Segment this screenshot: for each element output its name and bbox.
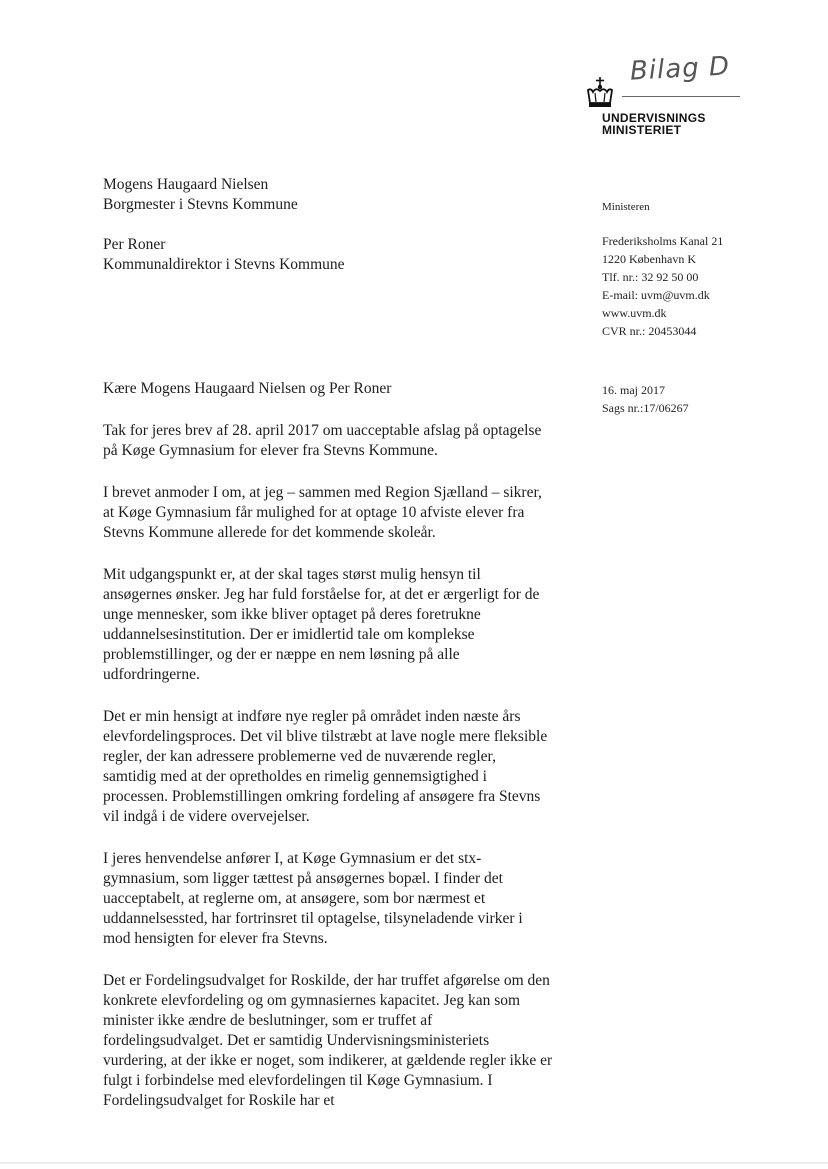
sender-email: E-mail: uvm@uvm.dk [602, 288, 710, 302]
page-edge [0, 1162, 828, 1164]
case-number: Sags nr.:17/06267 [602, 401, 689, 415]
recipient-1-title: Borgmester i Stevns Kommune [103, 196, 298, 213]
sender-address: Frederiksholms Kanal 21 [602, 234, 724, 248]
recipient-2-name: Per Roner [103, 236, 166, 253]
recipient-1-name: Mogens Haugaard Nielsen [103, 176, 269, 193]
paragraph-6: Det er Fordelingsudvalget for Roskilde, der har truffet afgørelse om den konkrete elevfordeling og om gymnasiernes kapacitet. Jeg kan som minister ikke ændre de beslutninger, som er truffet af fordelingsudvalget. Det er samtidig Undervisningsministeriets vurdering, at der ikke er noget, som indikerer, at gældende regler ikke er fulgt i forbindelse med elevfordelingen til Køge Gymnasium. I Fordelingsudvalget for Roskile har et [103, 972, 553, 1109]
salutation: Kære Mogens Haugaard Nielsen og Per Roner [103, 380, 392, 397]
sender-cvr: CVR nr.: 20453044 [602, 324, 697, 338]
paragraph-5: I jeres henvendelse anfører I, at Køge Gymnasium er det stx-gymnasium, som ligger tættest på ansøgernes bopæl. I finder det uacceptabelt, at reglerne om, at ansøgere, som bor nærmest et uddannelsessted, har fortrinsret til optagelse, tilsyneladende virker i mod hensigten for elever fra Stevns. [103, 850, 523, 947]
paragraph-2: I brevet anmoder I om, at jeg – sammen med Region Sjælland – sikrer, at Køge Gymnasium får mulighed for at optage 10 afviste elever fra Stevns Kommune allerede for det kommende skoleår. [103, 484, 542, 541]
paragraph-1: Tak for jeres brev af 28. april 2017 om uacceptable afslag på optagelse på Køge Gymnasium for elever fra Stevns Kommune. [103, 422, 542, 459]
handwritten-annotation: Bilag D [629, 51, 731, 87]
date-block [602, 381, 689, 417]
recipient-block [103, 175, 345, 275]
paragraph-3: Mit udgangspunkt er, at der skal tages størst mulig hensyn til ansøgernes ønsker. Jeg har fuld forståelse for, at det er ærgerligt for de unge mennesker, som ikke bliver optaget på deres foretrukne uddannelsesinstitution. Der er imidlertid tale om komplekse problemstillinger, og der er næppe en nem løsning på alle udfordringerne. [103, 566, 540, 683]
annotation-underline [622, 96, 740, 97]
sender-phone: Tlf. nr.: 32 92 50 00 [602, 270, 699, 284]
sender-contact [602, 232, 723, 340]
paragraph-4: Det er min hensigt at indføre nye regler på området inden næste års elevfordelingsproces. Det vil blive tilstræbt at lave nogle mere fleksible regler, der kan adressere problemerne ved de nuværende regler, samtidig med at der opretholdes en rimelig gennemsigtighed i processen. Problemstillingen omkring fordeling af ansøgere fra Stevns vil indgå i de videre overvejelser. [103, 708, 548, 825]
letter-date: 16. maj 2017 [602, 383, 665, 397]
sender-postal: 1220 København K [602, 252, 696, 266]
recipient-2-title: Kommunaldirektor i Stevns Kommune [103, 256, 345, 273]
sender-title: Ministeren [602, 201, 650, 213]
ministry-line-1: UNDERVISNINGS [602, 111, 706, 125]
ministry-line-2: MINISTERIET [602, 123, 682, 137]
ministry-name [602, 112, 706, 136]
letter-body [103, 379, 553, 1133]
sender-web: www.uvm.dk [602, 306, 667, 320]
crown-logo-icon [585, 76, 615, 110]
